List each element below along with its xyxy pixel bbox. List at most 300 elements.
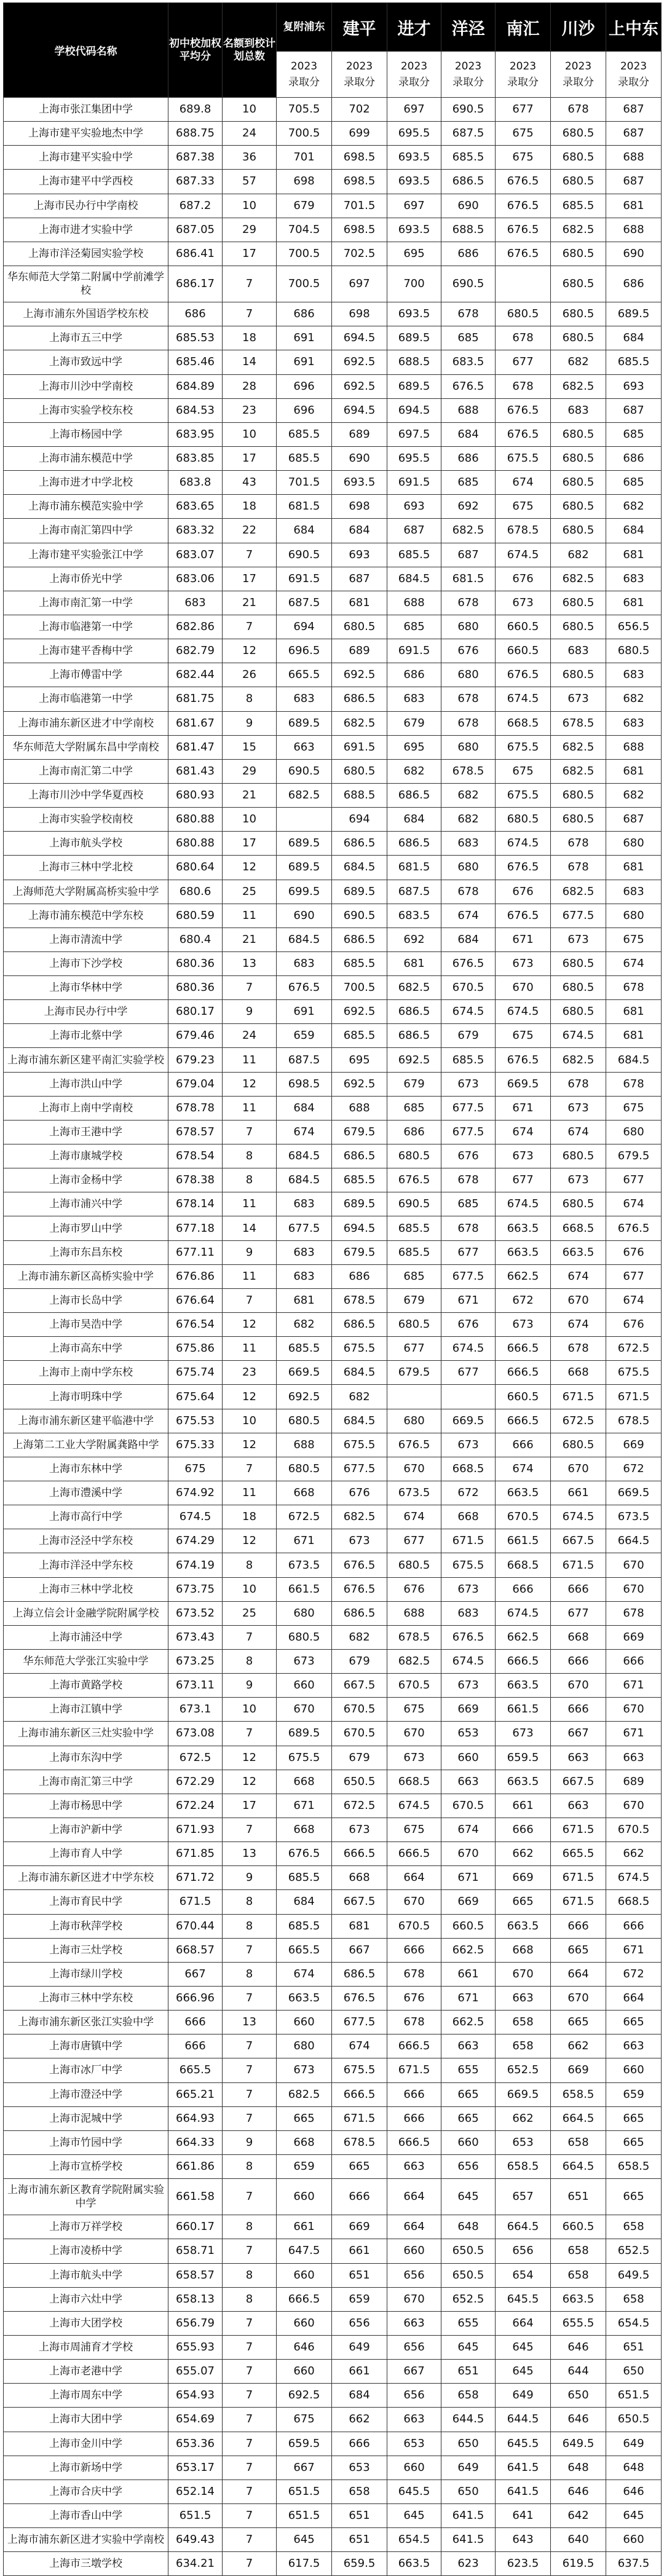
- score-cell: 665: [606, 2011, 662, 2034]
- score-cell: 682.5: [332, 711, 387, 735]
- table-row: [4, 1914, 662, 1938]
- score-cell: 666: [496, 1433, 551, 1457]
- score-cell: 702.5: [332, 242, 387, 266]
- score-cell: 677: [387, 1337, 441, 1361]
- school-name-cell: 上海市建平香梅中学: [4, 639, 168, 663]
- score-cell: 693.5: [387, 302, 441, 326]
- school-name-cell: 上海市杨园中学: [4, 422, 168, 446]
- score-cell: 673: [551, 687, 606, 711]
- table-row: [4, 2408, 662, 2432]
- score-cell: 701.5: [332, 194, 387, 218]
- score-cell: 681.5: [441, 567, 496, 591]
- score-cell: 689.5: [387, 374, 441, 398]
- score-cell: 664.93: [168, 2106, 223, 2130]
- score-cell: 673: [496, 1144, 551, 1168]
- score-cell: 668.5: [606, 1890, 662, 1914]
- score-cell: 12: [223, 856, 277, 880]
- score-cell: 663: [441, 1770, 496, 1794]
- score-cell: 665: [441, 2106, 496, 2130]
- score-cell: 683: [606, 567, 662, 591]
- school-name-cell: 上海市秋萍学校: [4, 1914, 168, 1938]
- score-cell: 10: [223, 1577, 277, 1601]
- score-cell: 684: [441, 422, 496, 446]
- score-cell: 678: [551, 832, 606, 856]
- score-cell: 682.5: [277, 2082, 332, 2106]
- score-cell: 666: [496, 1577, 551, 1601]
- table-row: [4, 1962, 662, 1986]
- subheader-label: 录取分: [507, 76, 539, 89]
- table-row: [4, 374, 662, 398]
- score-cell: 646: [606, 2479, 662, 2503]
- score-cell: 668.5: [496, 711, 551, 735]
- score-cell: 641.5: [496, 2479, 551, 2503]
- score-cell: 674: [496, 1120, 551, 1144]
- school-name-cell: 上海市宣桥学校: [4, 2154, 168, 2178]
- school-name-cell: 上海市泥城中学: [4, 2106, 168, 2130]
- score-cell: 18: [223, 1505, 277, 1529]
- score-cell: 681: [606, 591, 662, 615]
- score-cell: 673: [551, 928, 606, 951]
- table-row: [4, 2335, 662, 2359]
- score-cell: 650.5: [332, 1770, 387, 1794]
- score-cell: 688.5: [332, 783, 387, 807]
- school-name-cell: 上海市南汇第三中学: [4, 1770, 168, 1794]
- score-cell: 667: [168, 1962, 223, 1986]
- score-cell: 644: [551, 2360, 606, 2384]
- school-name-cell: 上海市澧溪中学: [4, 1481, 168, 1505]
- subheader-label: 录取分: [618, 76, 649, 89]
- table-row: [4, 1072, 662, 1096]
- score-cell: 667: [551, 1722, 606, 1746]
- score-cell: 672.5: [606, 1337, 662, 1361]
- school-name-cell: 上海市建平实验中学: [4, 146, 168, 170]
- score-cell: 688.5: [441, 218, 496, 242]
- school-name-cell: 上海市南汇第二中学: [4, 759, 168, 783]
- score-cell: 680.5: [277, 1409, 332, 1433]
- score-cell: 685.5: [332, 1024, 387, 1048]
- score-cell: 673.5: [277, 1553, 332, 1577]
- score-cell: 691.5: [277, 567, 332, 591]
- score-cell: 680.64: [168, 856, 223, 880]
- score-cell: 700.5: [277, 242, 332, 266]
- table-row: [4, 1577, 662, 1601]
- score-cell: 680.5: [551, 1433, 606, 1457]
- score-cell: 674: [441, 904, 496, 928]
- school-name-cell: 上海市航头学校: [4, 832, 168, 856]
- score-cell: 680: [441, 663, 496, 687]
- score-cell: 686.5: [387, 832, 441, 856]
- score-cell: 685: [387, 615, 441, 639]
- score-cell: 8: [223, 1553, 277, 1577]
- score-cell: 678: [441, 711, 496, 735]
- score-cell: 686: [332, 1264, 387, 1288]
- school-name-cell: 上海市进才实验中学: [4, 218, 168, 242]
- score-cell: 675.5: [496, 783, 551, 807]
- school-name-cell: 上海市昊浩中学: [4, 1313, 168, 1337]
- score-cell: 667.5: [332, 1890, 387, 1914]
- score-cell: 10: [223, 1409, 277, 1433]
- admission-table-wrapper: [3, 2, 661, 2576]
- score-cell: 24: [223, 122, 277, 146]
- table-row: [4, 1698, 662, 1722]
- score-cell: 675: [387, 1698, 441, 1722]
- score-cell: 674.5: [496, 832, 551, 856]
- score-cell: 15: [223, 735, 277, 759]
- score-cell: 649.43: [168, 2528, 223, 2552]
- score-cell: 683: [277, 1264, 332, 1288]
- score-cell: 680.5: [387, 1553, 441, 1577]
- table-row: [4, 2503, 662, 2527]
- school-name-cell: 上海市建平实验张江中学: [4, 543, 168, 567]
- score-cell: 686: [606, 446, 662, 470]
- score-cell: 677.5: [441, 1096, 496, 1120]
- table-row: [4, 1625, 662, 1649]
- score-cell: 671.5: [551, 1385, 606, 1409]
- score-cell: 676.5: [332, 1553, 387, 1577]
- score-cell: 660: [277, 1674, 332, 1698]
- score-cell: 674.5: [387, 1794, 441, 1818]
- school-name-cell: 上海市育人中学: [4, 1842, 168, 1866]
- score-cell: 675: [168, 1457, 223, 1481]
- score-cell: 678.14: [168, 1192, 223, 1216]
- score-cell: 677: [551, 1601, 606, 1625]
- score-cell: 674: [606, 1192, 662, 1216]
- score-cell: 660: [606, 2058, 662, 2082]
- score-cell: 671.5: [551, 1818, 606, 1841]
- score-cell: 671.93: [168, 1818, 223, 1841]
- score-cell: 661: [332, 2239, 387, 2263]
- score-cell: 664.33: [168, 2130, 223, 2154]
- score-cell: 666.5: [387, 2130, 441, 2154]
- table-row: [4, 1409, 662, 1433]
- school-name-cell: 上海市杨思中学: [4, 1794, 168, 1818]
- score-cell: 676.5: [332, 1577, 387, 1601]
- score-cell: 679: [277, 194, 332, 218]
- score-cell: 658.13: [168, 2287, 223, 2311]
- score-cell: 682.5: [551, 1048, 606, 1072]
- score-cell: 660: [441, 1746, 496, 1770]
- score-cell: 670: [606, 1698, 662, 1722]
- score-cell: 676: [496, 880, 551, 904]
- score-cell: 685.53: [168, 326, 223, 350]
- score-cell: 670: [277, 1698, 332, 1722]
- score-cell: 691: [277, 350, 332, 374]
- subheader-year: 2023: [454, 60, 482, 73]
- score-cell: 8: [223, 1168, 277, 1192]
- score-cell: 674: [441, 1818, 496, 1841]
- score-cell: 668.5: [496, 1553, 551, 1577]
- score-cell: 7: [223, 1986, 277, 2010]
- score-cell: 22: [223, 519, 277, 543]
- score-cell: 680.5: [551, 302, 606, 326]
- score-cell: 669.5: [496, 1072, 551, 1096]
- score-cell: 11: [223, 1192, 277, 1216]
- table-row: [4, 1842, 662, 1866]
- score-cell: 640: [551, 2528, 606, 2552]
- score-cell: 688.5: [387, 350, 441, 374]
- score-cell: 665: [606, 2130, 662, 2154]
- score-cell: 663.5: [496, 1770, 551, 1794]
- score-cell: 683.5: [387, 904, 441, 928]
- score-cell: 658.5: [551, 2082, 606, 2106]
- score-cell: 669: [441, 1698, 496, 1722]
- school-name-cell: 上海市三林中学东校: [4, 1986, 168, 2010]
- score-cell: 658: [606, 2287, 662, 2311]
- header-school: 学校代码名称: [4, 3, 168, 98]
- score-cell: 660: [277, 2263, 332, 2287]
- score-cell: 694: [277, 615, 332, 639]
- score-cell: 689: [332, 422, 387, 446]
- score-cell: 12: [223, 1746, 277, 1770]
- score-cell: 680.5: [277, 1625, 332, 1649]
- score-cell: 655: [441, 2058, 496, 2082]
- subheader-cell: [441, 52, 496, 98]
- score-cell: 679: [441, 1024, 496, 1048]
- score-cell: 641.5: [441, 2528, 496, 2552]
- score-cell: 687: [606, 98, 662, 122]
- score-cell: 668: [496, 1938, 551, 1962]
- score-cell: 675: [496, 495, 551, 519]
- score-cell: 696: [277, 374, 332, 398]
- table-row: [4, 242, 662, 266]
- table-row: [4, 1674, 662, 1698]
- table-row: [4, 1650, 662, 1674]
- score-cell: 684.5: [332, 856, 387, 880]
- score-cell: 683: [606, 880, 662, 904]
- score-cell: 676: [441, 1144, 496, 1168]
- table-row: [4, 2287, 662, 2311]
- score-cell: 662.5: [441, 2011, 496, 2034]
- score-cell: 688: [441, 398, 496, 422]
- score-cell: 673.08: [168, 1722, 223, 1746]
- score-cell: [496, 266, 551, 302]
- school-name-cell: 上海市清流中学: [4, 928, 168, 951]
- score-cell: 678.5: [551, 711, 606, 735]
- score-cell: 680.6: [168, 880, 223, 904]
- score-cell: 658.5: [606, 2154, 662, 2178]
- score-cell: 680: [606, 832, 662, 856]
- score-cell: 668: [277, 1770, 332, 1794]
- score-cell: 674: [496, 1457, 551, 1481]
- score-cell: 652.5: [496, 2058, 551, 2082]
- table-row: [4, 2154, 662, 2178]
- score-cell: 666.5: [496, 1650, 551, 1674]
- table-row: [4, 1433, 662, 1457]
- score-cell: 676.5: [496, 398, 551, 422]
- score-cell: 687: [606, 398, 662, 422]
- school-name-cell: 上海市实验学校东校: [4, 398, 168, 422]
- score-cell: 673: [277, 1650, 332, 1674]
- school-name-cell: 上海市泾泾中学东校: [4, 1529, 168, 1553]
- score-cell: 675: [496, 146, 551, 170]
- score-cell: 681: [606, 1000, 662, 1024]
- score-cell: 680.5: [551, 783, 606, 807]
- score-cell: 675.74: [168, 1361, 223, 1385]
- score-cell: 682.5: [551, 567, 606, 591]
- score-cell: 692.5: [332, 374, 387, 398]
- score-cell: 678: [606, 1601, 662, 1625]
- score-cell: 681: [387, 951, 441, 975]
- score-cell: 658.71: [168, 2239, 223, 2263]
- score-cell: 673: [441, 1577, 496, 1601]
- score-cell: 677.5: [441, 1120, 496, 1144]
- score-cell: 663.5: [496, 1674, 551, 1698]
- score-cell: 8: [223, 1962, 277, 1986]
- score-cell: 680.5: [551, 615, 606, 639]
- score-cell: 24: [223, 1024, 277, 1048]
- table-row: [4, 1770, 662, 1794]
- score-cell: 687.5: [387, 880, 441, 904]
- score-cell: 676.64: [168, 1288, 223, 1312]
- score-cell: 683.95: [168, 422, 223, 446]
- table-row: [4, 398, 662, 422]
- score-cell: 685: [387, 1264, 441, 1288]
- table-row: [4, 1168, 662, 1192]
- score-cell: 659: [606, 2082, 662, 2106]
- score-cell: 644.5: [441, 2408, 496, 2432]
- school-name-cell: 上海市三墩学校: [4, 2552, 168, 2576]
- score-cell: 651: [551, 2179, 606, 2215]
- score-cell: 13: [223, 2011, 277, 2034]
- school-name-cell: 上海市高东中学: [4, 1337, 168, 1361]
- score-cell: 679.5: [332, 1120, 387, 1144]
- score-cell: 25: [223, 880, 277, 904]
- score-cell: 682.5: [387, 1650, 441, 1674]
- score-cell: 666.5: [496, 1409, 551, 1433]
- score-cell: 666: [387, 2082, 441, 2106]
- score-cell: 676: [387, 1986, 441, 2010]
- score-cell: 678: [496, 326, 551, 350]
- score-cell: 649.5: [606, 2263, 662, 2287]
- score-cell: 652.14: [168, 2479, 223, 2503]
- score-cell: 680.5: [551, 1192, 606, 1216]
- score-cell: 678: [496, 374, 551, 398]
- score-cell: 8: [223, 1650, 277, 1674]
- score-cell: 692.5: [277, 2384, 332, 2408]
- score-cell: 687.5: [277, 591, 332, 615]
- score-cell: 669: [606, 1625, 662, 1649]
- table-row: [4, 350, 662, 374]
- score-cell: 680.5: [606, 639, 662, 663]
- score-cell: 682: [332, 1625, 387, 1649]
- score-cell: 674: [551, 1264, 606, 1288]
- table-row: [4, 687, 662, 711]
- score-cell: 683: [277, 1240, 332, 1264]
- score-cell: 13: [223, 951, 277, 975]
- score-cell: 685.5: [441, 146, 496, 170]
- score-cell: 661.86: [168, 2154, 223, 2178]
- score-cell: 669.5: [441, 1409, 496, 1433]
- score-cell: 650.5: [441, 2263, 496, 2287]
- score-cell: 646: [551, 2408, 606, 2432]
- score-cell: 623.5: [496, 2552, 551, 2576]
- score-cell: 11: [223, 1481, 277, 1505]
- score-cell: 43: [223, 471, 277, 495]
- score-cell: 686: [277, 302, 332, 326]
- school-name-cell: 上海市浦泾中学: [4, 1625, 168, 1649]
- header-row: [4, 3, 662, 52]
- score-cell: 658: [551, 2239, 606, 2263]
- score-cell: 648: [441, 2215, 496, 2239]
- score-cell: 664.5: [551, 2106, 606, 2130]
- score-cell: 663: [387, 2154, 441, 2178]
- score-cell: 665: [277, 2106, 332, 2130]
- score-cell: 662: [496, 1842, 551, 1866]
- score-cell: 660.5: [441, 1914, 496, 1938]
- table-row: [4, 146, 662, 170]
- school-name-cell: 上海市浦东模范实验中学: [4, 495, 168, 519]
- score-cell: 645.5: [387, 2479, 441, 2503]
- score-cell: 663: [606, 1746, 662, 1770]
- score-cell: 668: [551, 1361, 606, 1385]
- score-cell: 665: [551, 1938, 606, 1962]
- score-cell: 666: [551, 1577, 606, 1601]
- score-cell: 682.5: [441, 519, 496, 543]
- score-cell: 663: [441, 2034, 496, 2058]
- score-cell: 7: [223, 1120, 277, 1144]
- score-cell: 7: [223, 1938, 277, 1962]
- score-cell: 663: [387, 2311, 441, 2335]
- table-row: [4, 1288, 662, 1312]
- score-cell: 8: [223, 2263, 277, 2287]
- score-cell: 684: [277, 1096, 332, 1120]
- score-cell: 665: [496, 1890, 551, 1914]
- table-row: [4, 1601, 662, 1625]
- score-cell: 646: [551, 2479, 606, 2503]
- score-cell: 675.5: [441, 1553, 496, 1577]
- score-cell: 677: [496, 350, 551, 374]
- score-cell: 658: [332, 2479, 387, 2503]
- score-cell: 673: [441, 1433, 496, 1457]
- score-cell: 7: [223, 2456, 277, 2479]
- score-cell: 682: [441, 808, 496, 832]
- score-cell: 666.5: [332, 1842, 387, 1866]
- score-cell: 684: [441, 928, 496, 951]
- table-row: [4, 1986, 662, 2010]
- score-cell: 7: [223, 2082, 277, 2106]
- score-cell: 689.8: [168, 98, 223, 122]
- score-cell: 684: [332, 519, 387, 543]
- school-name-cell: 上海市建平中学西校: [4, 170, 168, 194]
- score-cell: 21: [223, 783, 277, 807]
- score-cell: 9: [223, 711, 277, 735]
- score-cell: 685.5: [277, 1866, 332, 1890]
- score-cell: 673: [496, 1722, 551, 1746]
- score-cell: 669: [441, 1890, 496, 1914]
- score-cell: 692.5: [332, 350, 387, 374]
- score-cell: 669: [551, 2058, 606, 2082]
- score-cell: 651.5: [277, 2479, 332, 2503]
- table-row: [4, 1722, 662, 1746]
- score-cell: 12: [223, 639, 277, 663]
- score-cell: 668.57: [168, 1938, 223, 1962]
- score-cell: 7: [223, 2179, 277, 2215]
- table-row: [4, 1240, 662, 1264]
- score-cell: 650.5: [441, 2239, 496, 2263]
- score-cell: 689.5: [277, 1722, 332, 1746]
- score-cell: 682.5: [277, 783, 332, 807]
- score-cell: 687: [606, 122, 662, 146]
- score-cell: 650: [441, 2479, 496, 2503]
- score-cell: 690.5: [441, 266, 496, 302]
- score-cell: 680.36: [168, 951, 223, 975]
- table-row: [4, 759, 662, 783]
- score-cell: 704.5: [277, 218, 332, 242]
- score-cell: 690.5: [332, 904, 387, 928]
- score-cell: 659.5: [332, 2552, 387, 2576]
- score-cell: 692.5: [332, 663, 387, 687]
- subheader-label: 录取分: [288, 76, 320, 89]
